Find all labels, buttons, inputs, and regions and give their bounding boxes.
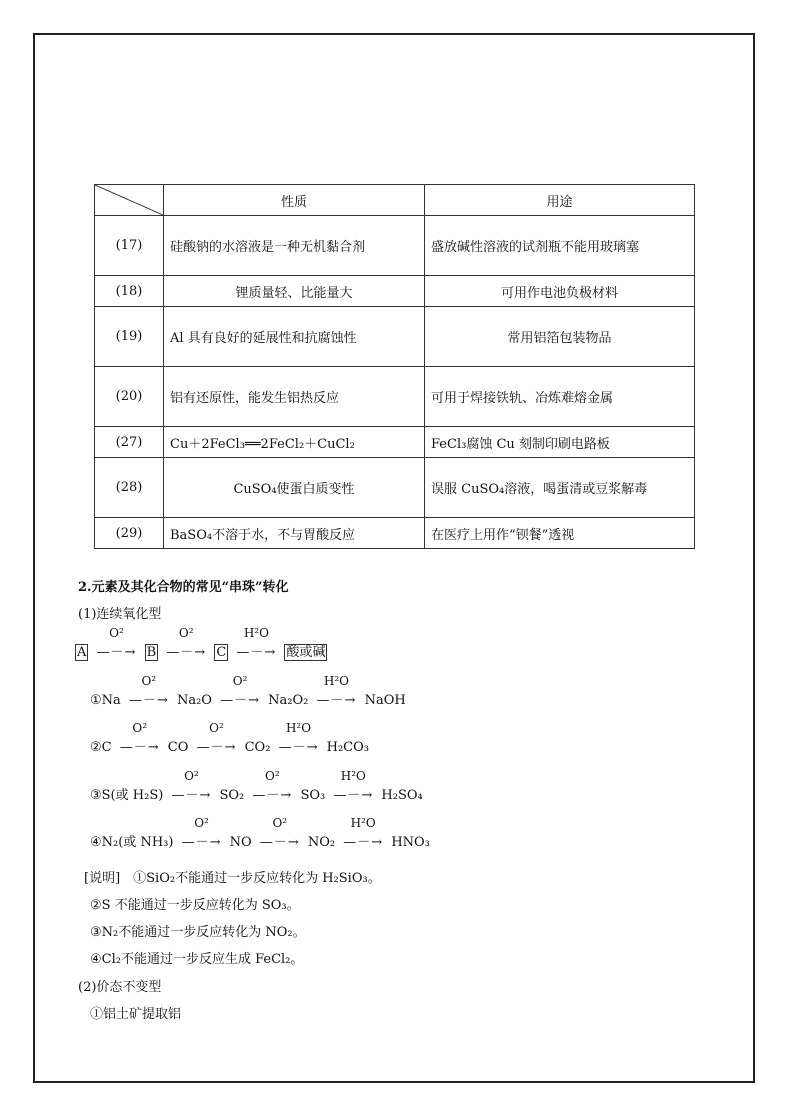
chain-end: HNO₃	[391, 835, 430, 850]
note-line: ②S 不能通过一步反应转化为 SO₃。	[90, 898, 300, 913]
row-property: 锂质量轻、比能量大	[164, 276, 425, 307]
row-use: 常用铝箔包装物品	[425, 307, 695, 367]
chain-start: ④N₂(或 NH₃)	[90, 835, 174, 850]
chain-mid1: Na₂O	[176, 693, 212, 708]
table-row	[95, 216, 695, 276]
header-use: 用途	[425, 185, 695, 216]
arrow-o2: O² —－→	[166, 626, 207, 660]
properties-uses-table	[94, 184, 695, 549]
row-property: 硅酸钠的水溶液是一种无机黏合剂	[164, 216, 425, 276]
node-d: 酸或碱	[286, 645, 326, 660]
row-use: 可用作电池负极材料	[425, 276, 695, 307]
arrow-o2: O² —－→	[181, 816, 222, 850]
note-line: ④Cl₂不能通过一步反应生成 FeCl₂。	[90, 952, 304, 967]
note-line: ③N₂不能通过一步反应转化为 NO₂。	[90, 925, 306, 940]
chain-mid1: CO	[167, 740, 189, 755]
row-property: 铝有还原性，能发生铝热反应	[164, 367, 425, 427]
arrow-o2: O² —－→	[96, 626, 137, 660]
chain-c	[90, 721, 369, 755]
chain-mid2: NO₂	[307, 835, 336, 850]
arrow-o2: O² —－→	[128, 674, 169, 708]
row-property: Al 具有良好的延展性和抗腐蚀性	[164, 307, 425, 367]
arrow-h2o: H²O —－→	[278, 721, 319, 755]
chain-start: ③S(或 H₂S)	[90, 788, 164, 803]
table-header-row	[95, 185, 695, 216]
node-a: A	[77, 645, 87, 660]
chain-start: ②C	[90, 740, 112, 755]
node-c: C	[216, 645, 227, 660]
row-number: (29)	[95, 518, 164, 549]
arrow-o2: O² —－→	[119, 721, 160, 755]
row-number: (28)	[95, 458, 164, 518]
table-row	[95, 518, 695, 549]
chain-mid1: NO	[229, 835, 252, 850]
chain-mid2: Na₂O₂	[268, 693, 309, 708]
row-property: Cu＋2FeCl₃══2FeCl₂＋CuCl₂	[164, 427, 425, 458]
arrow-h2o: H²O —－→	[343, 816, 384, 850]
chain-start: ①Na	[90, 693, 121, 708]
row-number: (20)	[95, 367, 164, 427]
arrow-h2o: H²O —－→	[333, 769, 374, 803]
row-use: 在医疗上用作“钡餐”透视	[425, 518, 695, 549]
arrow-o2: O² —－→	[220, 674, 261, 708]
chain-end: H₂CO₃	[326, 740, 369, 755]
row-property: BaSO₄不溶于水，不与胃酸反应	[164, 518, 425, 549]
subsection-title: (1)连续氧化型	[78, 607, 162, 622]
arrow-o2: O² —－→	[252, 769, 293, 803]
table-row	[95, 307, 695, 367]
row-use: 可用于焊接铁轨、冶炼难熔金属	[425, 367, 695, 427]
table-row	[95, 367, 695, 427]
table-row	[95, 458, 695, 518]
row-number: (18)	[95, 276, 164, 307]
chain-mid2: CO₂	[244, 740, 271, 755]
arrow-o2: O² —－→	[196, 721, 237, 755]
row-use: FeCl₃腐蚀 Cu 刻制印刷电路板	[425, 427, 695, 458]
chain-na	[90, 674, 406, 708]
row-property: CuSO₄使蛋白质变性	[164, 458, 425, 518]
header-property: 性质	[164, 185, 425, 216]
chain-end: NaOH	[364, 693, 406, 708]
note-line: [说明] ①SiO₂不能通过一步反应转化为 H₂SiO₃。	[84, 871, 381, 886]
diagonal-header-cell	[95, 185, 164, 216]
chain-mid1: SO₂	[219, 788, 245, 803]
subsection-title: (2)价态不变型	[78, 980, 162, 995]
chain-mid2: SO₃	[300, 788, 326, 803]
row-number: (17)	[95, 216, 164, 276]
chain-s	[90, 769, 423, 803]
row-use: 误服 CuSO₄溶液，喝蛋清或豆浆解毒	[425, 458, 695, 518]
chain-n	[90, 816, 430, 850]
table-row	[95, 276, 695, 307]
row-number: (27)	[95, 427, 164, 458]
node-b: B	[146, 645, 157, 660]
row-number: (19)	[95, 307, 164, 367]
arrow-h2o: H²O —－→	[236, 626, 277, 660]
arrow-o2: O² —－→	[171, 769, 212, 803]
list-item: ①铝土矿提取铝	[90, 1007, 182, 1022]
chain-end: H₂SO₄	[381, 788, 423, 803]
arrow-o2: O² —－→	[259, 816, 300, 850]
section-title: 2.元素及其化合物的常见“串珠”转化	[78, 580, 289, 595]
arrow-h2o: H²O —－→	[316, 674, 357, 708]
general-chain	[75, 626, 327, 660]
row-use: 盛放碱性溶液的试剂瓶不能用玻璃塞	[425, 216, 695, 276]
table-row	[95, 427, 695, 458]
